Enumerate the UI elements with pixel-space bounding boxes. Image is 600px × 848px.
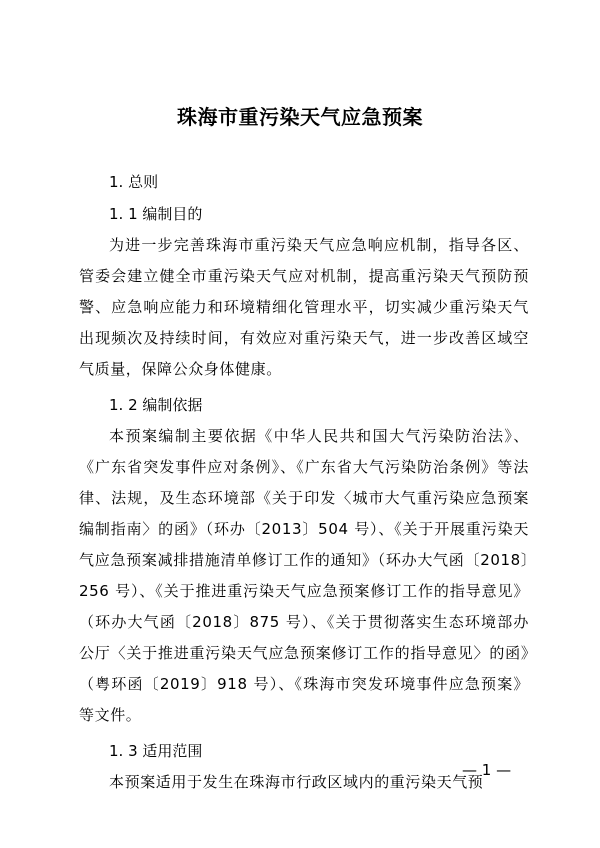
section-purpose-text: 为进一步完善珠海市重污染天气应急响应机制，指导各区、管委会建立健全市重污染天气应对机制，提高重污染天气预防预警、应急响应能力和环境精细化管理水平，切实减少重污染天气出现频次及持续时间，有效应对重污染天气，进一步改善区域空气质量，保障公众身体健康。 (79, 236, 529, 378)
section-scope-text: 本预案适用于发生在珠海市行政区域内的重污染天气预 (109, 773, 484, 791)
section-general-heading: 1. 总则 (109, 173, 159, 191)
document-title: 珠海市重污染天气应急预案 (177, 105, 423, 129)
section-basis-heading: 1. 2 编制依据 (109, 396, 203, 414)
document-body (79, 166, 529, 802)
section-purpose-heading: 1. 1 编制目的 (109, 205, 203, 223)
section-scope-heading: 1. 3 适用范围 (109, 742, 203, 760)
section-basis-text: 本预案编制主要依据《中华人民共和国大气污染防治法》、《广东省突发事件应对条例》、《广东省大气污染防治条例》等法律、法规，及生态环境部《关于印发〈城市大气重污染应急预案编制指南〉的函》（环办〔2013〕504 号）、《关于开展重污染天气应急预案减排措施清单修订工作的通知》（环办大气函〔2018〕256 号）、《关于推进重污染天气应急预案修订工作的指导意见》（环办大气函〔2018〕875 号）、《关于贯彻落实生态环境部办公厅〈关于推进重污染天气应急预案修订工作的指导意见〉的函》（粤环函〔2019〕918 号）、《珠海市突发环境事件应急预案》等文件。 (79, 427, 529, 724)
page-number: — 1 — (462, 761, 512, 779)
